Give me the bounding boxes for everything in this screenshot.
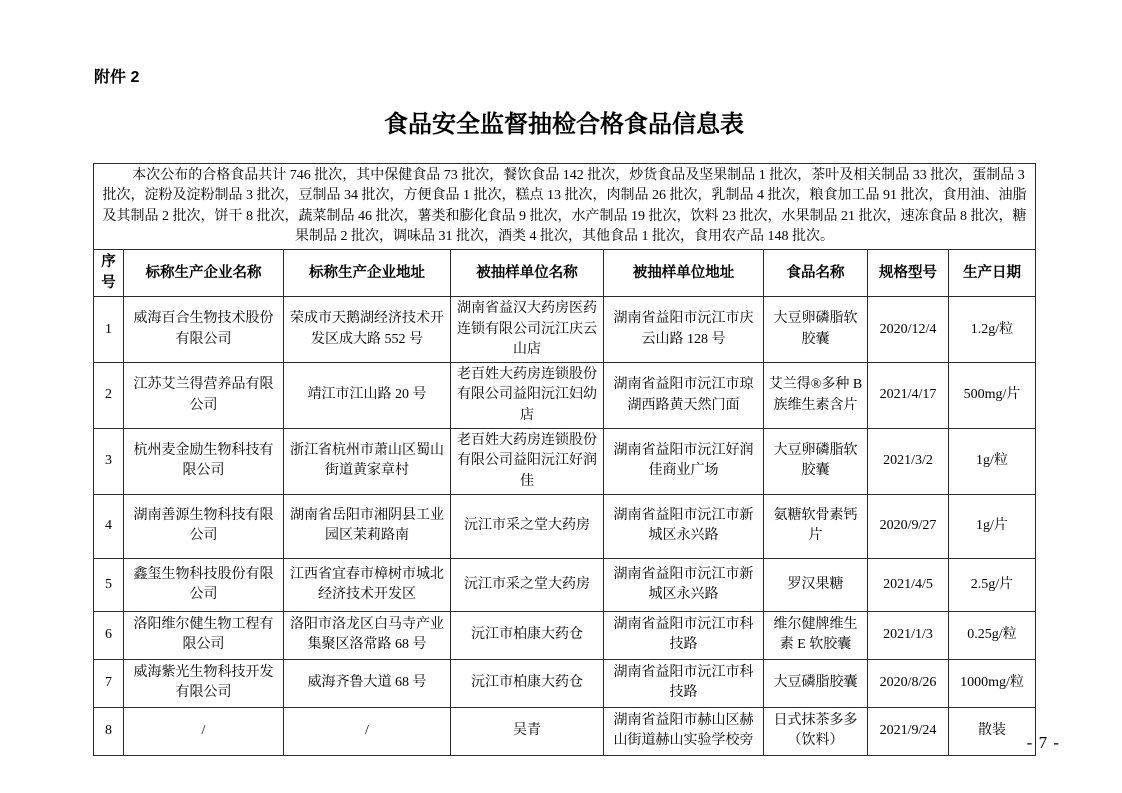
table-cell: 湖南省益阳市沅江市科技路 [604,659,764,707]
table-cell: 1.2g/粒 [949,297,1036,363]
table-row [94,429,1036,495]
table-cell: 1000mg/粒 [949,659,1036,707]
table-cell: 湖南省益阳市沅江市琼湖西路黄天然门面 [604,363,764,429]
table-cell: / [124,707,284,755]
table-cell: 江苏艾兰得营养品有限公司 [124,363,284,429]
table-cell: 湖南省益阳市沅江市庆云山路 128 号 [604,297,764,363]
table-cell: 老百姓大药房连锁股份有限公司益阳沅江好润佳 [451,429,604,495]
col-header-spec-model: 规格型号 [868,250,949,297]
table-row [94,494,1036,558]
table-cell: 1g/粒 [949,429,1036,495]
page-number: - 7 - [1026,733,1060,752]
table-row [94,363,1036,429]
table-cell: 1g/片 [949,494,1036,558]
table-cell: 氨糖软骨素钙片 [764,494,868,558]
table-cell: 2020/8/26 [868,659,949,707]
table-cell: 3 [94,429,124,495]
col-header-sampled-unit-address: 被抽样单位地址 [604,250,764,297]
table-cell: 湖南省益汉大药房医药连锁有限公司沅江庆云山店 [451,297,604,363]
table-cell: 吴青 [451,707,604,755]
table-cell: 江西省宜春市樟树市城北经济技术开发区 [284,558,451,611]
table-cell: 2021/4/17 [868,363,949,429]
table-row [94,558,1036,611]
table-cell: 沅江市采之堂大药房 [451,558,604,611]
col-header-producer-name: 标称生产企业名称 [124,250,284,297]
table-cell: 沅江市采之堂大药房 [451,494,604,558]
intro-row [94,164,1036,250]
food-info-table [93,163,1036,756]
table-cell: 艾兰得®多种 B 族维生素含片 [764,363,868,429]
table-cell: 日式抹茶多多（饮料） [764,707,868,755]
table-cell: 沅江市柏康大药仓 [451,659,604,707]
page-title: 食品安全监督抽检合格食品信息表 [384,112,744,138]
table-row [94,297,1036,363]
table-cell: 鑫玺生物科技股份有限公司 [124,558,284,611]
table-cell: 湖南省益阳市沅江市新城区永兴路 [604,494,764,558]
table-cell: 8 [94,707,124,755]
table-cell: 荣成市天鹅湖经济技术开发区成大路 552 号 [284,297,451,363]
table-cell: 湖南省岳阳市湘阴县工业园区茉莉路南 [284,494,451,558]
table-row [94,707,1036,755]
table-header-row [94,250,1036,297]
table-cell: 湖南省益阳市赫山区赫山街道赫山实验学校旁 [604,707,764,755]
table-cell: 1 [94,297,124,363]
table-cell: 大豆卵磷脂软胶囊 [764,297,868,363]
table-cell: 2021/4/5 [868,558,949,611]
attachment-label: 附件 2 [94,69,140,86]
table-cell: 2020/9/27 [868,494,949,558]
table-cell: 洛阳维尔健生物工程有限公司 [124,611,284,659]
table-cell: 罗汉果糖 [764,558,868,611]
table-cell: 6 [94,611,124,659]
table-cell: 威海百合生物技术股份有限公司 [124,297,284,363]
intro-paragraph: 本次公布的合格食品共计 746 批次，其中保健食品 73 批次，餐饮食品 142 批次，炒货食品及坚果制品 1 批次，茶叶及相关制品 33 批次，蛋制品 3 批次，淀粉及淀粉制品 3 批次，豆制品 34 批次，方便食品 1 批次，糕点 13 批次，肉制品 26 批次，乳制品 4 批次，粮食加工品 91 批次，食用油、油脂及其制品 2 批次，饼干 8 批次，蔬菜制品 46 批次，薯类和膨化食品 9 批次，水产制品 19 批次，饮料 23 批次，水果制品 21 批次，速冻食品 8 批次，糖果制品 2 批次，调味品 31 批次，酒类 4 批次，其他食品 1 批次，食用农产品 148 批次。 [94,164,1036,250]
table-cell: 湖南省益阳市沅江市新城区永兴路 [604,558,764,611]
table-cell: 威海齐鲁大道 68 号 [284,659,451,707]
table-row [94,611,1036,659]
table-cell: 湖南省益阳市沅江好润佳商业广场 [604,429,764,495]
table-cell: 500mg/片 [949,363,1036,429]
col-header-production-date: 生产日期 [949,250,1036,297]
table-cell: 浙江省杭州市萧山区蜀山街道黄家章村 [284,429,451,495]
table-cell: 老百姓大药房连锁股份有限公司益阳沅江妇幼店 [451,363,604,429]
table-cell: 2 [94,363,124,429]
table-cell: 2020/12/4 [868,297,949,363]
col-header-producer-address: 标称生产企业地址 [284,250,451,297]
table-cell: 靖江市江山路 20 号 [284,363,451,429]
table-cell: 2021/1/3 [868,611,949,659]
table-cell: 4 [94,494,124,558]
table-cell: 大豆卵磷脂软胶囊 [764,429,868,495]
table-cell: 5 [94,558,124,611]
table-cell: 杭州麦金励生物科技有限公司 [124,429,284,495]
col-header-food-name: 食品名称 [764,250,868,297]
table-cell: 2021/3/2 [868,429,949,495]
table-cell: 维尔健牌维生素 E 软胶囊 [764,611,868,659]
col-header-seq: 序号 [94,250,124,297]
table-cell: 沅江市柏康大药仓 [451,611,604,659]
col-header-sampled-unit-name: 被抽样单位名称 [451,250,604,297]
table-cell: 威海紫光生物科技开发有限公司 [124,659,284,707]
table-cell: 0.25g/粒 [949,611,1036,659]
table-cell: / [284,707,451,755]
table-cell: 湖南善源生物科技有限公司 [124,494,284,558]
table-cell: 洛阳市洛龙区白马寺产业集聚区洛常路 68 号 [284,611,451,659]
table-cell: 2021/9/24 [868,707,949,755]
table-cell: 7 [94,659,124,707]
table-cell: 大豆磷脂胶囊 [764,659,868,707]
table-cell: 2.5g/片 [949,558,1036,611]
table-cell: 散装 [949,707,1036,755]
table-row [94,659,1036,707]
table-cell: 湖南省益阳市沅江市科技路 [604,611,764,659]
